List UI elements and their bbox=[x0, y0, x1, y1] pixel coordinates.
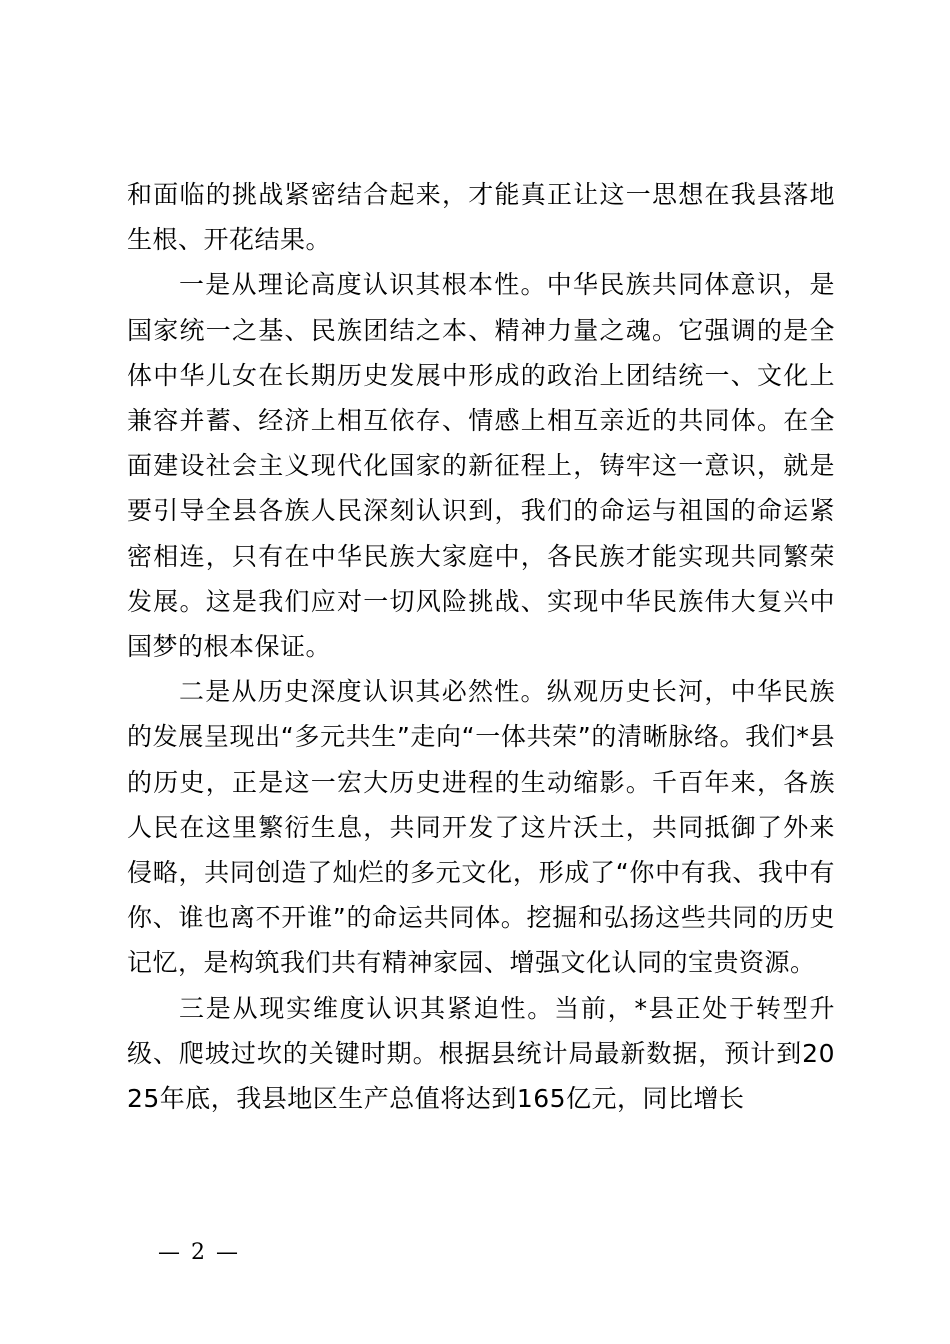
paragraph-practical: 三是从现实维度认识其紧迫性。当前，*县正处于转型升级、爬坡过坎的关键时期。根据县统计局最新数据，预计到2025年底，我县地区生产总值将达到165亿元，同比增长 bbox=[127, 993, 835, 1114]
paragraph-continuation: 和面临的挑战紧密结合起来，才能真正让这一思想在我县落地生根、开花结果。 bbox=[127, 180, 835, 255]
paragraph-theoretical: 一是从理论高度认识其根本性。中华民族共同体意识，是国家统一之基、民族团结之本、精神力量之魂。它强调的是全体中华儿女在长期历史发展中形成的政治上团结统一、文化上兼容并蓄、经济上相互依存、情感上相互亲近的共同体。在全面建设社会主义现代化国家的新征程上，铸牢这一意识，就是要引导全县各族人民深刻认识到，我们的命运与祖国的命运紧密相连，只有在中华民族大家庭中，各民族才能实现共同繁荣发展。这是我们应对一切风险挑战、实现中华民族伟大复兴中国梦的根本保证。 bbox=[127, 270, 835, 662]
paragraph-historical: 二是从历史深度认识其必然性。纵观历史长河，中华民族的发展呈现出“多元共生”走向“一体共荣”的清晰脉络。我们*县的历史，正是这一宏大历史进程的生动缩影。千百年来，各族人民在这里繁衍生息，共同开发了这片沃土，共同抵御了外来侵略，共同创造了灿烂的多元文化，形成了“你中有我、我中有你、谁也离不开谁”的命运共同体。挖掘和弘扬这些共同的历史记忆，是构筑我们共有精神家园、增强文化认同的宝贵资源。 bbox=[127, 677, 835, 978]
document-body bbox=[127, 172, 835, 1121]
page-number: — 2 — bbox=[158, 1240, 240, 1265]
